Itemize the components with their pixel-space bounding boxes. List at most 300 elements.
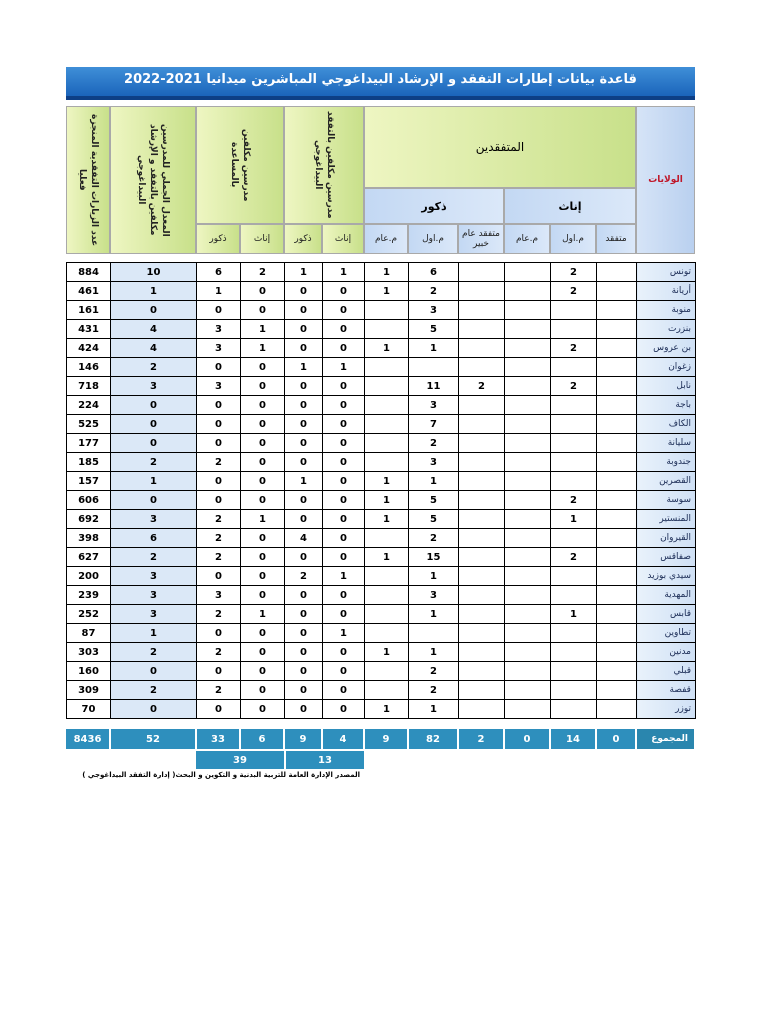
cell-af: 1 (241, 320, 285, 339)
cell-am: 0 (197, 491, 241, 510)
cell-if: 1 (323, 624, 365, 643)
cell-fg (505, 453, 551, 472)
cell-am: 2 (197, 548, 241, 567)
cell-ff: 1 (551, 605, 597, 624)
cell-af: 1 (241, 510, 285, 529)
cell-fg (505, 624, 551, 643)
cell-mg: 1 (365, 643, 409, 662)
cell-fg (505, 358, 551, 377)
cell-im: 0 (285, 282, 323, 301)
cell-visits: 157 (67, 472, 111, 491)
header-inspect-female: إناث (322, 224, 364, 254)
cell-ex (459, 510, 505, 529)
cell-mf (409, 358, 459, 377)
cell-af: 0 (241, 681, 285, 700)
cell-im: 4 (285, 529, 323, 548)
cell-ex: 2 (459, 377, 505, 396)
cell-ratio: 0 (111, 700, 197, 719)
cell-mg: 1 (365, 282, 409, 301)
cell-mg (365, 396, 409, 415)
cell-am: 2 (197, 529, 241, 548)
cell-ratio: 0 (111, 491, 197, 510)
cell-am: 6 (197, 263, 241, 282)
state-label: تطاوين (637, 624, 696, 643)
cell-mg (365, 624, 409, 643)
cell-am: 0 (197, 434, 241, 453)
cell-am: 0 (197, 700, 241, 719)
table-row (67, 681, 696, 700)
total-female-first: 14 (550, 729, 596, 749)
state-label: الكاف (637, 415, 696, 434)
table-row (67, 586, 696, 605)
total-ratio: 52 (110, 729, 196, 749)
cell-ff (551, 434, 597, 453)
cell-mg (365, 453, 409, 472)
cell-fg (505, 681, 551, 700)
cell-ratio: 0 (111, 301, 197, 320)
cell-if: 0 (323, 662, 365, 681)
cell-am: 3 (197, 339, 241, 358)
cell-af: 0 (241, 282, 285, 301)
table-row (67, 301, 696, 320)
cell-mf: 7 (409, 415, 459, 434)
table-row (67, 624, 696, 643)
table-row (67, 643, 696, 662)
table-row (67, 396, 696, 415)
cell-mf: 3 (409, 301, 459, 320)
cell-fg (505, 586, 551, 605)
cell-fi (597, 529, 637, 548)
header-female-first: م.اول (550, 224, 596, 254)
state-label: أريانة (637, 282, 696, 301)
cell-ff (551, 624, 597, 643)
table-row (67, 415, 696, 434)
cell-if: 0 (323, 605, 365, 624)
cell-if: 0 (323, 301, 365, 320)
cell-fi (597, 358, 637, 377)
cell-visits: 303 (67, 643, 111, 662)
cell-af: 0 (241, 358, 285, 377)
cell-af: 0 (241, 529, 285, 548)
cell-fg (505, 605, 551, 624)
state-label: قبلي (637, 662, 696, 681)
cell-fg (505, 434, 551, 453)
cell-am: 3 (197, 586, 241, 605)
cell-if: 0 (323, 700, 365, 719)
cell-ex (459, 263, 505, 282)
cell-visits: 431 (67, 320, 111, 339)
cell-ex (459, 301, 505, 320)
cell-ex (459, 491, 505, 510)
cell-ff: 2 (551, 377, 597, 396)
total-female-inspector: 0 (596, 729, 636, 749)
cell-if: 0 (323, 472, 365, 491)
cell-fg (505, 567, 551, 586)
table-row (67, 491, 696, 510)
cell-fi (597, 453, 637, 472)
table-row (67, 434, 696, 453)
header-inspect-male: ذكور (284, 224, 322, 254)
cell-ff: 2 (551, 282, 597, 301)
cell-am: 1 (197, 282, 241, 301)
cell-fg (505, 263, 551, 282)
header-assist-male: ذكور (196, 224, 240, 254)
cell-am: 0 (197, 396, 241, 415)
cell-mg (365, 377, 409, 396)
cell-ratio: 4 (111, 339, 197, 358)
cell-am: 2 (197, 510, 241, 529)
cell-fg (505, 396, 551, 415)
cell-ratio: 2 (111, 548, 197, 567)
cell-visits: 252 (67, 605, 111, 624)
cell-fg (505, 472, 551, 491)
cell-if: 0 (323, 377, 365, 396)
cell-im: 0 (285, 643, 323, 662)
cell-if: 1 (323, 263, 365, 282)
state-label: المنستير (637, 510, 696, 529)
cell-am: 0 (197, 624, 241, 643)
subtotal-assist: 39 (196, 751, 284, 769)
cell-af: 0 (241, 567, 285, 586)
cell-im: 0 (285, 662, 323, 681)
cell-mf: 3 (409, 396, 459, 415)
cell-im: 0 (285, 453, 323, 472)
cell-af: 0 (241, 472, 285, 491)
cell-ff: 2 (551, 548, 597, 567)
cell-af: 0 (241, 643, 285, 662)
table-row (67, 700, 696, 719)
state-label: قابس (637, 605, 696, 624)
cell-af: 0 (241, 415, 285, 434)
cell-ratio: 3 (111, 586, 197, 605)
cell-im: 0 (285, 396, 323, 415)
cell-am: 2 (197, 453, 241, 472)
state-label: المهدية (637, 586, 696, 605)
cell-mg (365, 605, 409, 624)
cell-if: 1 (323, 567, 365, 586)
cell-fg (505, 377, 551, 396)
cell-af: 0 (241, 453, 285, 472)
header-assist-female: إناث (240, 224, 284, 254)
cell-mf: 2 (409, 282, 459, 301)
cell-visits: 884 (67, 263, 111, 282)
cell-fg (505, 320, 551, 339)
cell-im: 0 (285, 377, 323, 396)
cell-fi (597, 320, 637, 339)
cell-mf (409, 624, 459, 643)
cell-ratio: 1 (111, 282, 197, 301)
cell-ex (459, 529, 505, 548)
cell-ff: 2 (551, 263, 597, 282)
cell-visits: 424 (67, 339, 111, 358)
cell-fi (597, 681, 637, 700)
cell-ex (459, 396, 505, 415)
cell-im: 1 (285, 263, 323, 282)
cell-af: 0 (241, 301, 285, 320)
table-row (67, 548, 696, 567)
cell-mf: 3 (409, 586, 459, 605)
cell-ratio: 6 (111, 529, 197, 548)
cell-im: 0 (285, 510, 323, 529)
total-inspect-male: 9 (284, 729, 322, 749)
cell-mg (365, 567, 409, 586)
cell-visits: 718 (67, 377, 111, 396)
cell-ratio: 0 (111, 415, 197, 434)
cell-if: 0 (323, 320, 365, 339)
cell-if: 0 (323, 548, 365, 567)
cell-fi (597, 548, 637, 567)
cell-mg: 1 (365, 491, 409, 510)
cell-mf: 15 (409, 548, 459, 567)
cell-visits: 160 (67, 662, 111, 681)
state-label: سوسة (637, 491, 696, 510)
cell-ff (551, 453, 597, 472)
total-label: المجموع (636, 729, 695, 749)
header-male-first: م.اول (408, 224, 458, 254)
cell-mf: 5 (409, 320, 459, 339)
cell-ex (459, 605, 505, 624)
cell-am: 3 (197, 320, 241, 339)
cell-visits: 224 (67, 396, 111, 415)
cell-mf: 1 (409, 643, 459, 662)
cell-mf: 1 (409, 700, 459, 719)
cell-fg (505, 700, 551, 719)
cell-fg (505, 643, 551, 662)
cell-im: 0 (285, 415, 323, 434)
subtotal-inspect: 13 (284, 751, 364, 769)
header-females: إناث (504, 188, 636, 224)
cell-if: 0 (323, 510, 365, 529)
header-inspect-teachers: مدرسين مكلفين بالتفقد البيداغوجي (284, 106, 364, 224)
total-assist-male: 33 (196, 729, 240, 749)
cell-mf: 1 (409, 605, 459, 624)
cell-ex (459, 472, 505, 491)
cell-ratio: 3 (111, 567, 197, 586)
cell-if: 0 (323, 434, 365, 453)
cell-im: 0 (285, 586, 323, 605)
cell-ex (459, 548, 505, 567)
cell-im: 1 (285, 358, 323, 377)
cell-ff (551, 415, 597, 434)
table-row (67, 567, 696, 586)
table-row (67, 320, 696, 339)
total-male-first: 82 (408, 729, 458, 749)
cell-if: 0 (323, 453, 365, 472)
state-label: القيروان (637, 529, 696, 548)
cell-mf: 5 (409, 510, 459, 529)
cell-fg (505, 301, 551, 320)
data-table (66, 262, 696, 719)
cell-mf: 11 (409, 377, 459, 396)
cell-visits: 606 (67, 491, 111, 510)
cell-im: 0 (285, 491, 323, 510)
cell-ff: 2 (551, 491, 597, 510)
cell-if: 0 (323, 282, 365, 301)
cell-am: 0 (197, 415, 241, 434)
cell-fg (505, 282, 551, 301)
table-row (67, 605, 696, 624)
state-label: القصرين (637, 472, 696, 491)
cell-mg (365, 358, 409, 377)
cell-mf: 1 (409, 472, 459, 491)
cell-ff (551, 643, 597, 662)
cell-visits: 692 (67, 510, 111, 529)
state-label: صفاقس (637, 548, 696, 567)
cell-fi (597, 510, 637, 529)
cell-ff (551, 320, 597, 339)
cell-fi (597, 472, 637, 491)
title-underline (66, 96, 695, 100)
state-label: نابل (637, 377, 696, 396)
header-assist-teachers: مدرسين مكلفين بالمساعدة (196, 106, 284, 224)
cell-ratio: 4 (111, 320, 197, 339)
cell-ratio: 3 (111, 377, 197, 396)
cell-fi (597, 700, 637, 719)
cell-if: 0 (323, 339, 365, 358)
cell-ratio: 2 (111, 358, 197, 377)
cell-fi (597, 282, 637, 301)
cell-mg: 1 (365, 472, 409, 491)
cell-fi (597, 662, 637, 681)
cell-fi (597, 643, 637, 662)
cell-ff (551, 301, 597, 320)
cell-fg (505, 548, 551, 567)
cell-af: 0 (241, 377, 285, 396)
cell-im: 0 (285, 548, 323, 567)
source-note: المصدر الإدارة العامة للتربية البدنية و التكوين و البحث( إدارة التفقد البيداغوجي ) (82, 771, 360, 779)
cell-mg (365, 301, 409, 320)
cell-if: 0 (323, 529, 365, 548)
cell-mf: 3 (409, 453, 459, 472)
header-male-general: م.عام (364, 224, 408, 254)
cell-im: 2 (285, 567, 323, 586)
cell-ff: 1 (551, 510, 597, 529)
cell-ex (459, 643, 505, 662)
page-title: قاعدة بيانات إطارات التفقد و الإرشاد البيداغوجي المباشرين ميدانيا 2021-2022 (66, 67, 695, 99)
cell-fi (597, 263, 637, 282)
cell-ex (459, 662, 505, 681)
cell-im: 0 (285, 320, 323, 339)
cell-ff (551, 681, 597, 700)
table-row (67, 662, 696, 681)
cell-fg (505, 510, 551, 529)
cell-ratio: 2 (111, 681, 197, 700)
cell-ex (459, 700, 505, 719)
cell-im: 0 (285, 681, 323, 700)
cell-visits: 525 (67, 415, 111, 434)
cell-if: 0 (323, 491, 365, 510)
cell-ex (459, 624, 505, 643)
cell-mf: 6 (409, 263, 459, 282)
cell-ex (459, 681, 505, 700)
cell-im: 0 (285, 605, 323, 624)
table-row (67, 529, 696, 548)
cell-ex (459, 320, 505, 339)
cell-fg (505, 339, 551, 358)
cell-ex (459, 339, 505, 358)
cell-if: 0 (323, 396, 365, 415)
cell-af: 0 (241, 434, 285, 453)
cell-ff: 2 (551, 339, 597, 358)
cell-visits: 87 (67, 624, 111, 643)
cell-im: 0 (285, 339, 323, 358)
cell-ex (459, 282, 505, 301)
cell-af: 2 (241, 263, 285, 282)
cell-af: 1 (241, 605, 285, 624)
cell-if: 0 (323, 643, 365, 662)
cell-ex (459, 434, 505, 453)
cell-ff (551, 529, 597, 548)
cell-mg: 1 (365, 700, 409, 719)
cell-fg (505, 491, 551, 510)
cell-af: 0 (241, 396, 285, 415)
header-ratio: المعدل الجملي للمدرسين مكلفين بالتفقد و الإرشاد البيداغوجي (110, 106, 196, 254)
cell-ff (551, 662, 597, 681)
state-label: بن عروس (637, 339, 696, 358)
cell-fi (597, 377, 637, 396)
header-female-general: م.عام (504, 224, 550, 254)
table-row (67, 358, 696, 377)
state-label: توزر (637, 700, 696, 719)
cell-af: 0 (241, 700, 285, 719)
cell-ratio: 0 (111, 662, 197, 681)
header-visits: عدد الزيارات التفقدية المنجزة فعليا (66, 106, 110, 254)
cell-mg: 1 (365, 548, 409, 567)
state-label: زغوان (637, 358, 696, 377)
cell-af: 0 (241, 586, 285, 605)
cell-ratio: 1 (111, 624, 197, 643)
cell-if: 0 (323, 586, 365, 605)
cell-mf: 2 (409, 434, 459, 453)
cell-ff (551, 586, 597, 605)
cell-mf: 5 (409, 491, 459, 510)
state-label: بنزرت (637, 320, 696, 339)
cell-ex (459, 415, 505, 434)
header-states: الولايات (636, 106, 695, 254)
cell-ratio: 2 (111, 453, 197, 472)
cell-am: 0 (197, 662, 241, 681)
cell-mf: 1 (409, 339, 459, 358)
cell-visits: 177 (67, 434, 111, 453)
cell-mg: 1 (365, 510, 409, 529)
cell-mg (365, 681, 409, 700)
cell-fi (597, 301, 637, 320)
cell-mg: 1 (365, 263, 409, 282)
cell-fg (505, 662, 551, 681)
cell-mg (365, 529, 409, 548)
state-label: سيدي بوزيد (637, 567, 696, 586)
state-label: منوبة (637, 301, 696, 320)
cell-mg (365, 586, 409, 605)
cell-visits: 161 (67, 301, 111, 320)
total-female-general: 0 (504, 729, 550, 749)
state-label: قفصة (637, 681, 696, 700)
state-label: باجة (637, 396, 696, 415)
cell-af: 0 (241, 624, 285, 643)
cell-visits: 627 (67, 548, 111, 567)
table-row (67, 510, 696, 529)
header-males: ذكور (364, 188, 504, 224)
table-row (67, 453, 696, 472)
cell-ex (459, 358, 505, 377)
cell-af: 0 (241, 548, 285, 567)
cell-mf: 2 (409, 662, 459, 681)
cell-ratio: 2 (111, 643, 197, 662)
cell-fi (597, 586, 637, 605)
cell-am: 0 (197, 567, 241, 586)
table-row (67, 263, 696, 282)
header-inspectors: المتفقدين (364, 106, 636, 188)
